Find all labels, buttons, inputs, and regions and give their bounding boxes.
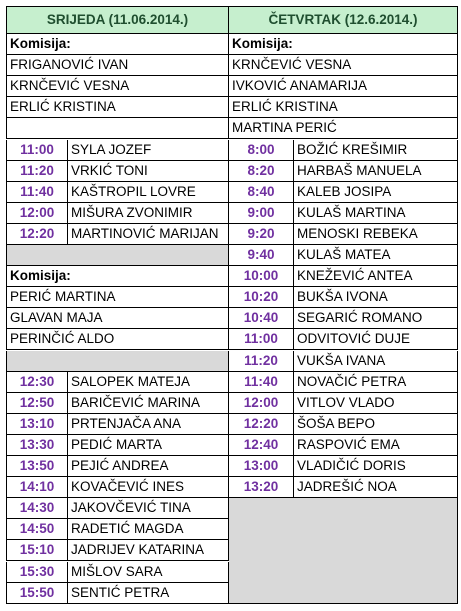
slot-name: KOVAČEVIĆ INES [68,477,229,498]
slot-time: 12:00 [229,393,294,414]
slot-time: 11:40 [229,372,294,393]
slot-name: VRKIĆ TONI [68,161,229,182]
slot-time: 15:50 [6,583,68,604]
header-wednesday: SRIJEDA (11.06.2014.) [6,6,229,34]
slot-name: MARTINOVIĆ MARIJAN [68,224,229,245]
slot-name: PRTENJAČA ANA [68,414,229,435]
slot-name: BUKŠA IVONA [294,287,458,308]
slot-time: 10:20 [229,287,294,308]
slot-time: 10:00 [229,266,294,287]
committee-member-thursday: KRNČEVIĆ VESNA [229,55,458,76]
committee-member-1: KRNČEVIĆ VESNA [6,76,229,97]
slot-time: 8:00 [229,140,294,161]
slot-time: 12:20 [229,414,294,435]
header-thursday: ČETVRTAK (12.6.2014.) [229,6,458,34]
slot-time: 13:50 [6,456,68,477]
slot-name: PEDIĆ MARTA [68,435,229,456]
slot-name: MENOSKI REBEKA [294,224,458,245]
slot-time: 14:10 [6,477,68,498]
committee-member-thursday: ERLIĆ KRISTINA [229,97,458,118]
slot-time: 11:00 [6,140,68,161]
slot-time: 11:20 [6,161,68,182]
slot-time: 8:40 [229,182,294,203]
slot-name: KULAŠ MARTINA [294,203,458,224]
slot-time: 9:00 [229,203,294,224]
slot-name: SENTIĆ PETRA [68,583,229,604]
slot-name: KULAŠ MATEA [294,245,458,266]
slot-time: 15:30 [6,562,68,583]
empty-gray-block [229,498,458,604]
slot-name: HARBAŠ MANUELA [294,161,458,182]
slot-name: RADETIĆ MAGDA [68,519,229,540]
slot-name: VUKŠA IVANA [294,351,458,372]
slot-time: 9:40 [229,245,294,266]
slot-time: 8:20 [229,161,294,182]
slot-name: SALOPEK MATEJA [68,372,229,393]
committee-member-2: GLAVAN MAJA [6,308,229,329]
slot-name: BOŽIĆ KREŠIMIR [294,140,458,161]
slot-name: RASPOVIĆ EMA [294,435,458,456]
slot-name: JAKOVČEVIĆ TINA [68,498,229,519]
slot-name: KAŠTROPIL LOVRE [68,182,229,203]
empty-row [6,118,229,139]
slot-time: 14:50 [6,519,68,540]
slot-time: 13:00 [229,456,294,477]
slot-time: 12:00 [6,203,68,224]
committee-member-2: PERIĆ MARTINA [6,287,229,308]
empty-gray-row [6,245,229,266]
slot-name: VITLOV VLADO [294,393,458,414]
slot-name: NOVAČIĆ PETRA [294,372,458,393]
committee-label-2: Komisija: [6,266,229,287]
slot-name: MIŠLOV SARA [68,562,229,583]
slot-name: JADREŠIĆ NOA [294,477,458,498]
slot-time: 12:30 [6,372,68,393]
committee-member-1: FRIGANOVIĆ IVAN [6,55,229,76]
committee-label-thursday: Komisija: [229,34,458,55]
slot-name: BARIČEVIĆ MARINA [68,393,229,414]
slot-name: VLADIČIĆ DORIS [294,456,458,477]
committee-member-1: ERLIĆ KRISTINA [6,97,229,118]
committee-member-thursday: MARTINA PERIĆ [229,118,458,139]
slot-name: SEGARIĆ ROMANO [294,308,458,329]
slot-time: 13:10 [6,414,68,435]
slot-name: SYLA JOZEF [68,140,229,161]
slot-name: KALEB JOSIPA [294,182,458,203]
slot-time: 12:20 [6,224,68,245]
slot-name: ŠOŠA BEPO [294,414,458,435]
slot-name: PEJIĆ ANDREA [68,456,229,477]
slot-time: 12:40 [229,435,294,456]
slot-time: 11:20 [229,351,294,372]
slot-time: 9:20 [229,224,294,245]
committee-member-2: PERINČIĆ ALDO [6,329,229,350]
slot-name: JADRIJEV KATARINA [68,540,229,561]
empty-gray-row [6,351,229,372]
slot-time: 14:30 [6,498,68,519]
committee-member-thursday: IVKOVIĆ ANAMARIJA [229,76,458,97]
slot-time: 13:30 [6,435,68,456]
slot-time: 15:10 [6,540,68,561]
slot-time: 11:40 [6,182,68,203]
slot-name: MIŠURA ZVONIMIR [68,203,229,224]
slot-name: KNEŽEVIĆ ANTEA [294,266,458,287]
slot-time: 12:50 [6,393,68,414]
slot-time: 13:20 [229,477,294,498]
committee-label-1: Komisija: [6,34,229,55]
slot-time: 10:40 [229,308,294,329]
slot-time: 11:00 [229,329,294,350]
slot-name: ODVITOVIĆ DUJE [294,329,458,350]
